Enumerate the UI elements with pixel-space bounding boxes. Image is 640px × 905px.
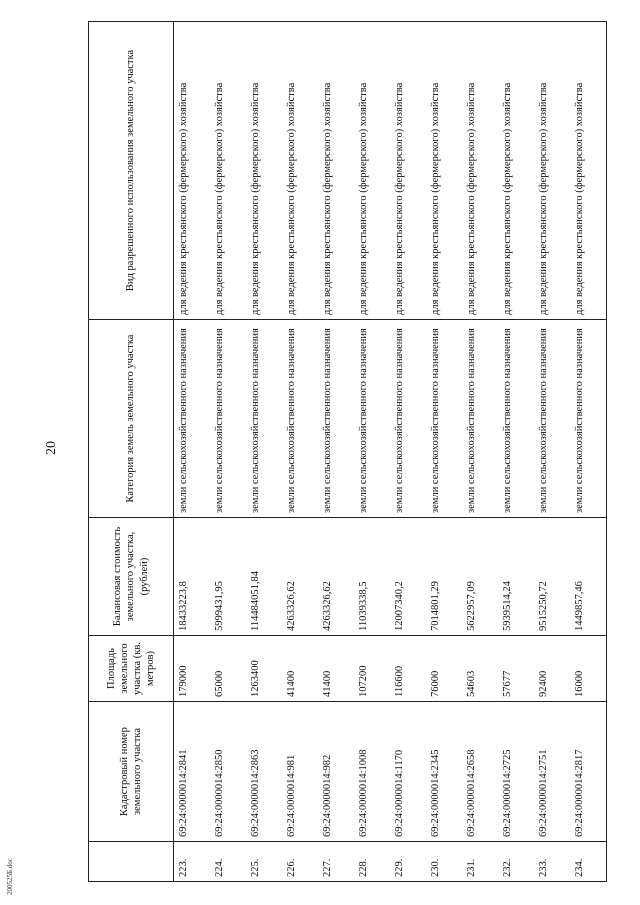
area-cell: 57677 xyxy=(498,636,534,702)
cadastral-number-cell: 69:24:0000014:2658 xyxy=(462,702,498,842)
permitted-use-cell: для ведения крестьянского (фермерского) хозяйства xyxy=(534,22,570,320)
permitted-use-cell: для ведения крестьянского (фермерского) хозяйства xyxy=(354,22,390,320)
balance-cost-cell: 4263326,62 xyxy=(282,518,318,636)
row-number: 223. xyxy=(174,842,211,882)
area-cell: 41400 xyxy=(282,636,318,702)
table-row xyxy=(318,22,354,882)
cadastral-number-cell: 69:24:0000014:1008 xyxy=(354,702,390,842)
balance-cost-cell: 1449857,46 xyxy=(570,518,607,636)
permitted-use-cell: для ведения крестьянского (фермерского) хозяйства xyxy=(210,22,246,320)
cadastral-number-cell: 69:24:0000014:2850 xyxy=(210,702,246,842)
header-cadastral-number: Кадастровый номер земельного участка xyxy=(89,702,174,842)
table-row xyxy=(426,22,462,882)
table-body xyxy=(174,22,607,882)
row-number: 228. xyxy=(354,842,390,882)
area-cell: 92400 xyxy=(534,636,570,702)
footer-filename: 200525Б.doc xyxy=(6,858,14,895)
table-header-row xyxy=(89,22,174,882)
cadastral-number-cell: 69:24:0000014:2841 xyxy=(174,702,211,842)
cadastral-number-cell: 69:24:0000014:2817 xyxy=(570,702,607,842)
permitted-use-cell: для ведения крестьянского (фермерского) хозяйства xyxy=(318,22,354,320)
table-row xyxy=(462,22,498,882)
land-category-cell: земли сельскохозяйственного назначения xyxy=(174,320,211,518)
table-row xyxy=(354,22,390,882)
row-number: 225. xyxy=(246,842,282,882)
cadastral-number-cell: 69:24:0000014:2863 xyxy=(246,702,282,842)
land-plot-table-wrapper xyxy=(88,22,588,882)
land-category-cell: земли сельскохозяйственного назначения xyxy=(318,320,354,518)
cadastral-number-cell: 69:24:0000014:981 xyxy=(282,702,318,842)
land-category-cell: земли сельскохозяйственного назначения xyxy=(498,320,534,518)
area-cell: 41400 xyxy=(318,636,354,702)
row-number: 233. xyxy=(534,842,570,882)
land-category-cell: земли сельскохозяйственного назначения xyxy=(210,320,246,518)
permitted-use-cell: для ведения крестьянского (фермерского) хозяйства xyxy=(282,22,318,320)
balance-cost-cell: 11039338,5 xyxy=(354,518,390,636)
balance-cost-cell: 7014801,29 xyxy=(426,518,462,636)
area-cell: 1263400 xyxy=(246,636,282,702)
balance-cost-cell: 5999431,95 xyxy=(210,518,246,636)
balance-cost-cell: 5939514,24 xyxy=(498,518,534,636)
row-number: 234. xyxy=(570,842,607,882)
header-area: Площадь земельного участка (кв. метров) xyxy=(89,636,174,702)
balance-cost-cell: 114484051,84 xyxy=(246,518,282,636)
row-number: 224. xyxy=(210,842,246,882)
cadastral-number-cell: 69:24:0000014:2751 xyxy=(534,702,570,842)
table-row xyxy=(246,22,282,882)
permitted-use-cell: для ведения крестьянского (фермерского) хозяйства xyxy=(390,22,426,320)
cadastral-number-cell: 69:24:0000014:1170 xyxy=(390,702,426,842)
header-number xyxy=(89,842,174,882)
balance-cost-cell: 4263326,62 xyxy=(318,518,354,636)
row-number: 227. xyxy=(318,842,354,882)
table-row xyxy=(174,22,211,882)
table-row xyxy=(570,22,607,882)
land-category-cell: земли сельскохозяйственного назначения xyxy=(282,320,318,518)
balance-cost-cell: 18433223,8 xyxy=(174,518,211,636)
row-number: 232. xyxy=(498,842,534,882)
table-row xyxy=(534,22,570,882)
permitted-use-cell: для ведения крестьянского (фермерского) хозяйства xyxy=(570,22,607,320)
row-number: 226. xyxy=(282,842,318,882)
row-number: 229. xyxy=(390,842,426,882)
header-permitted-use: Вид разрешенного использования земельного участка xyxy=(89,22,174,320)
land-category-cell: земли сельскохозяйственного назначения xyxy=(246,320,282,518)
cadastral-number-cell: 69:24:0000014:2725 xyxy=(498,702,534,842)
area-cell: 54603 xyxy=(462,636,498,702)
cadastral-number-cell: 69:24:0000014:982 xyxy=(318,702,354,842)
cadastral-number-cell: 69:24:0000014:2345 xyxy=(426,702,462,842)
header-balance-cost: Балансовая стоимость земельного участка, (рублей) xyxy=(89,518,174,636)
permitted-use-cell: для ведения крестьянского (фермерского) хозяйства xyxy=(498,22,534,320)
area-cell: 179000 xyxy=(174,636,211,702)
balance-cost-cell: 5622957,09 xyxy=(462,518,498,636)
permitted-use-cell: для ведения крестьянского (фермерского) хозяйства xyxy=(174,22,211,320)
table-row xyxy=(210,22,246,882)
permitted-use-cell: для ведения крестьянского (фермерского) хозяйства xyxy=(246,22,282,320)
land-plot-table xyxy=(88,21,607,882)
area-cell: 116600 xyxy=(390,636,426,702)
land-category-cell: земли сельскохозяйственного назначения xyxy=(354,320,390,518)
permitted-use-cell: для ведения крестьянского (фермерского) хозяйства xyxy=(426,22,462,320)
row-number: 230. xyxy=(426,842,462,882)
area-cell: 107200 xyxy=(354,636,390,702)
header-land-category: Категория земель земельного участка xyxy=(89,320,174,518)
permitted-use-cell: для ведения крестьянского (фермерского) хозяйства xyxy=(462,22,498,320)
land-category-cell: земли сельскохозяйственного назначения xyxy=(534,320,570,518)
table-row xyxy=(498,22,534,882)
table-row xyxy=(282,22,318,882)
row-number: 231. xyxy=(462,842,498,882)
land-category-cell: земли сельскохозяйственного назначения xyxy=(570,320,607,518)
area-cell: 16000 xyxy=(570,636,607,702)
area-cell: 76000 xyxy=(426,636,462,702)
land-category-cell: земли сельскохозяйственного назначения xyxy=(390,320,426,518)
area-cell: 65000 xyxy=(210,636,246,702)
table-row xyxy=(390,22,426,882)
balance-cost-cell: 9515250,72 xyxy=(534,518,570,636)
balance-cost-cell: 12007340,2 xyxy=(390,518,426,636)
land-category-cell: земли сельскохозяйственного назначения xyxy=(462,320,498,518)
land-category-cell: земли сельскохозяйственного назначения xyxy=(426,320,462,518)
page-number: 20 xyxy=(44,441,59,455)
